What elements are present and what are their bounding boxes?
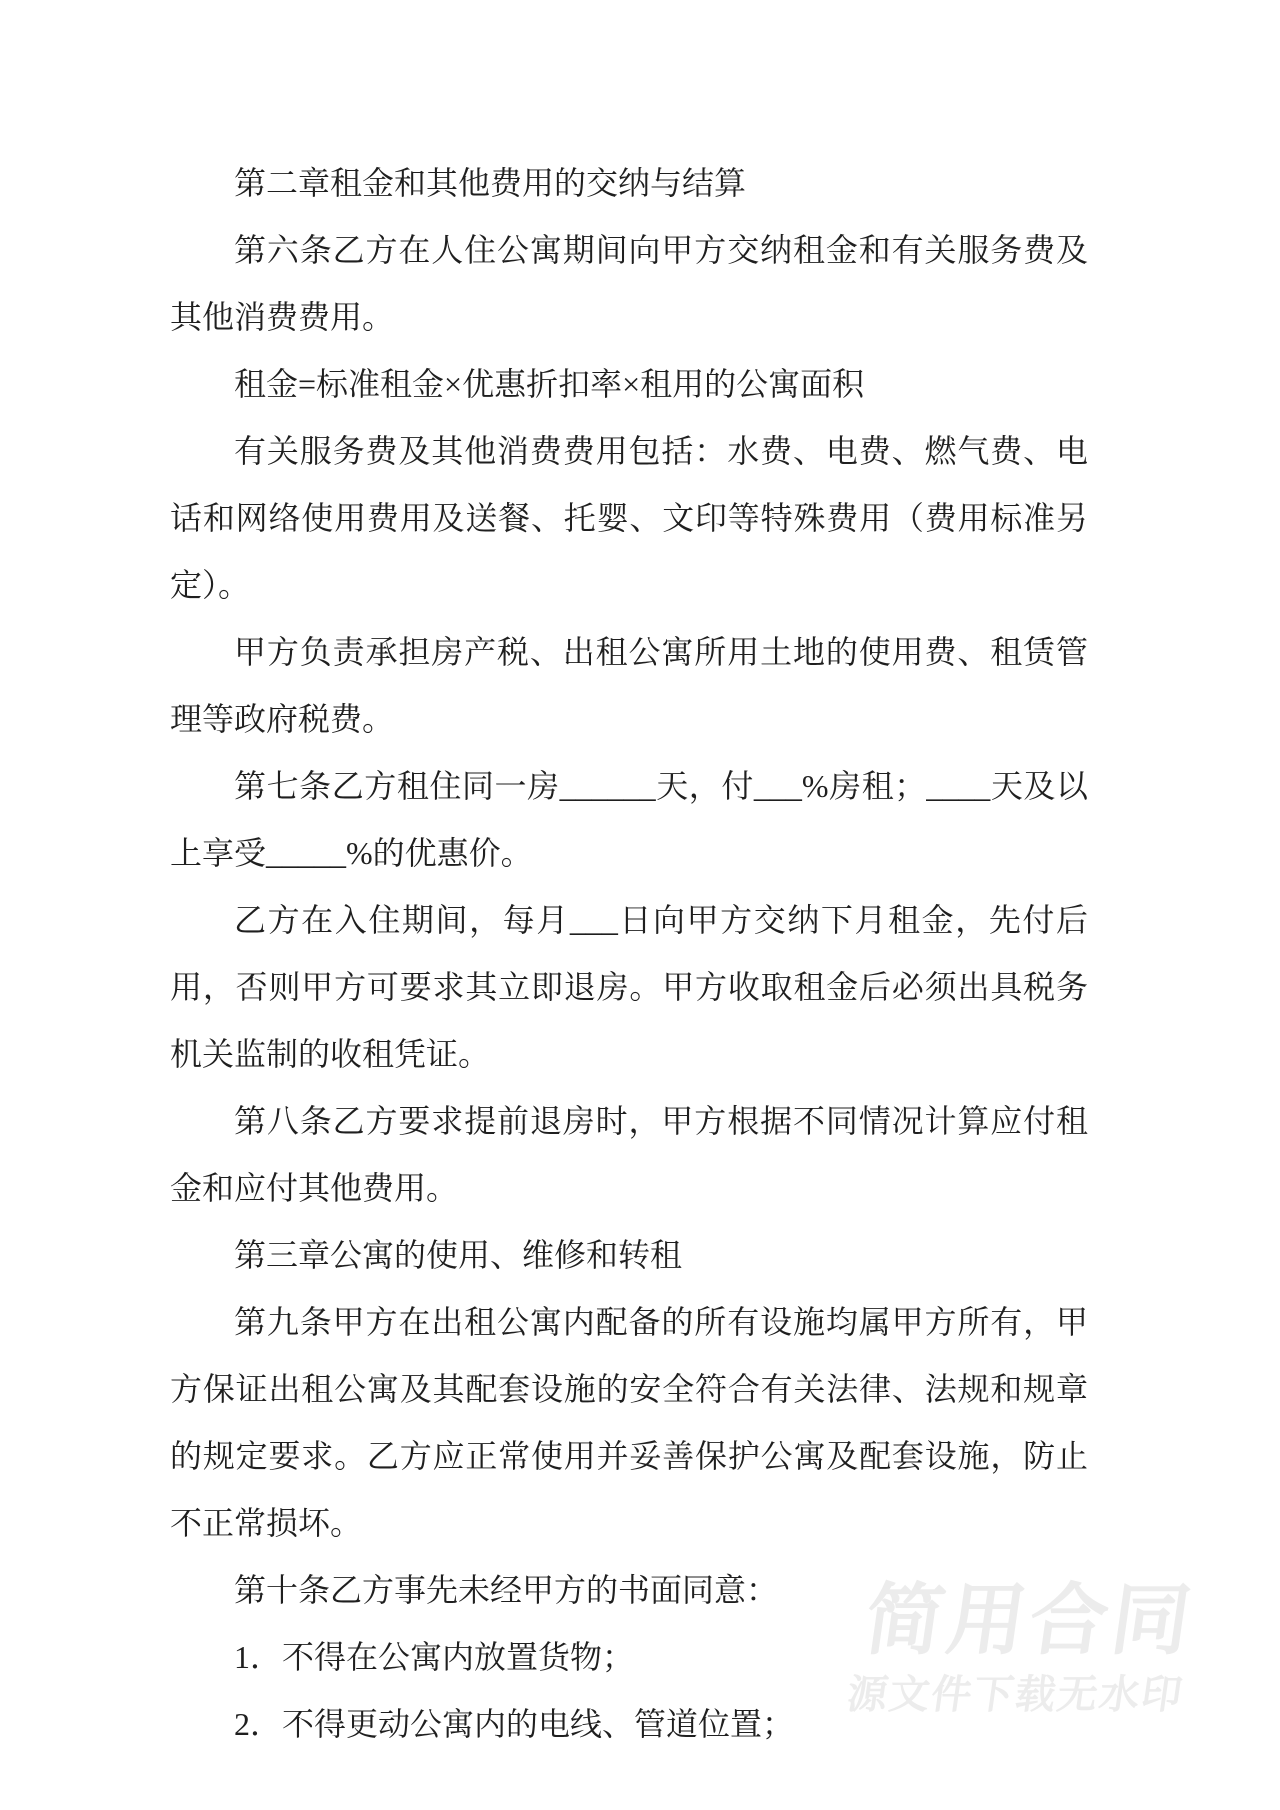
chapter-3-heading: 第三章公寓的使用、维修和转租	[234, 1237, 683, 1273]
article-9-paragraph: 第九条甲方在出租公寓内配备的所有设施均属甲方所有，甲方保证出租公寓及其配套设施的安全符合有关法律、法规和规章的规定要求。乙方应正常使用并妥善保护公寓及配套设施，防止不正常损坏。	[170, 1304, 1088, 1541]
payment-terms-paragraph: 乙方在入住期间，每月___日向甲方交纳下月租金，先付后用，否则甲方可要求其立即退房。甲方收取租金后必须出具税务机关监制的收租凭证。	[170, 902, 1088, 1072]
article-10-item-1: 1．不得在公寓内放置货物；	[234, 1639, 635, 1675]
article-8-paragraph: 第八条乙方要求提前退房时，甲方根据不同情况计算应付租金和应付其他费用。	[170, 1103, 1088, 1206]
watermark-title: 简用合同	[859, 1576, 1201, 1664]
watermark-subtitle: 源文件下载无水印	[844, 1673, 1187, 1717]
article-10-item-2: 2．不得更动公寓内的电线、管道位置；	[234, 1706, 795, 1742]
landlord-tax-paragraph: 甲方负责承担房产税、出租公寓所用土地的使用费、租赁管理等政府税费。	[170, 634, 1088, 737]
article-6-paragraph: 第六条乙方在人住公寓期间向甲方交纳租金和有关服务费及其他消费费用。	[170, 232, 1088, 335]
service-fees-paragraph: 有关服务费及其他消费费用包括：水费、电费、燃气费、电话和网络使用费用及送餐、托婴、文印等特殊费用（费用标准另定）。	[170, 433, 1088, 603]
rent-formula-paragraph: 租金=标准租金×优惠折扣率×租用的公寓面积	[234, 366, 865, 402]
article-7-paragraph: 第七条乙方租住同一房______天，付___%房租；____天及以上享受_____%的优惠价。	[170, 768, 1088, 871]
contract-body	[170, 150, 1088, 1758]
article-10-paragraph: 第十条乙方事先未经甲方的书面同意：	[234, 1572, 779, 1608]
chapter-2-heading: 第二章租金和其他费用的交纳与结算	[234, 165, 747, 201]
